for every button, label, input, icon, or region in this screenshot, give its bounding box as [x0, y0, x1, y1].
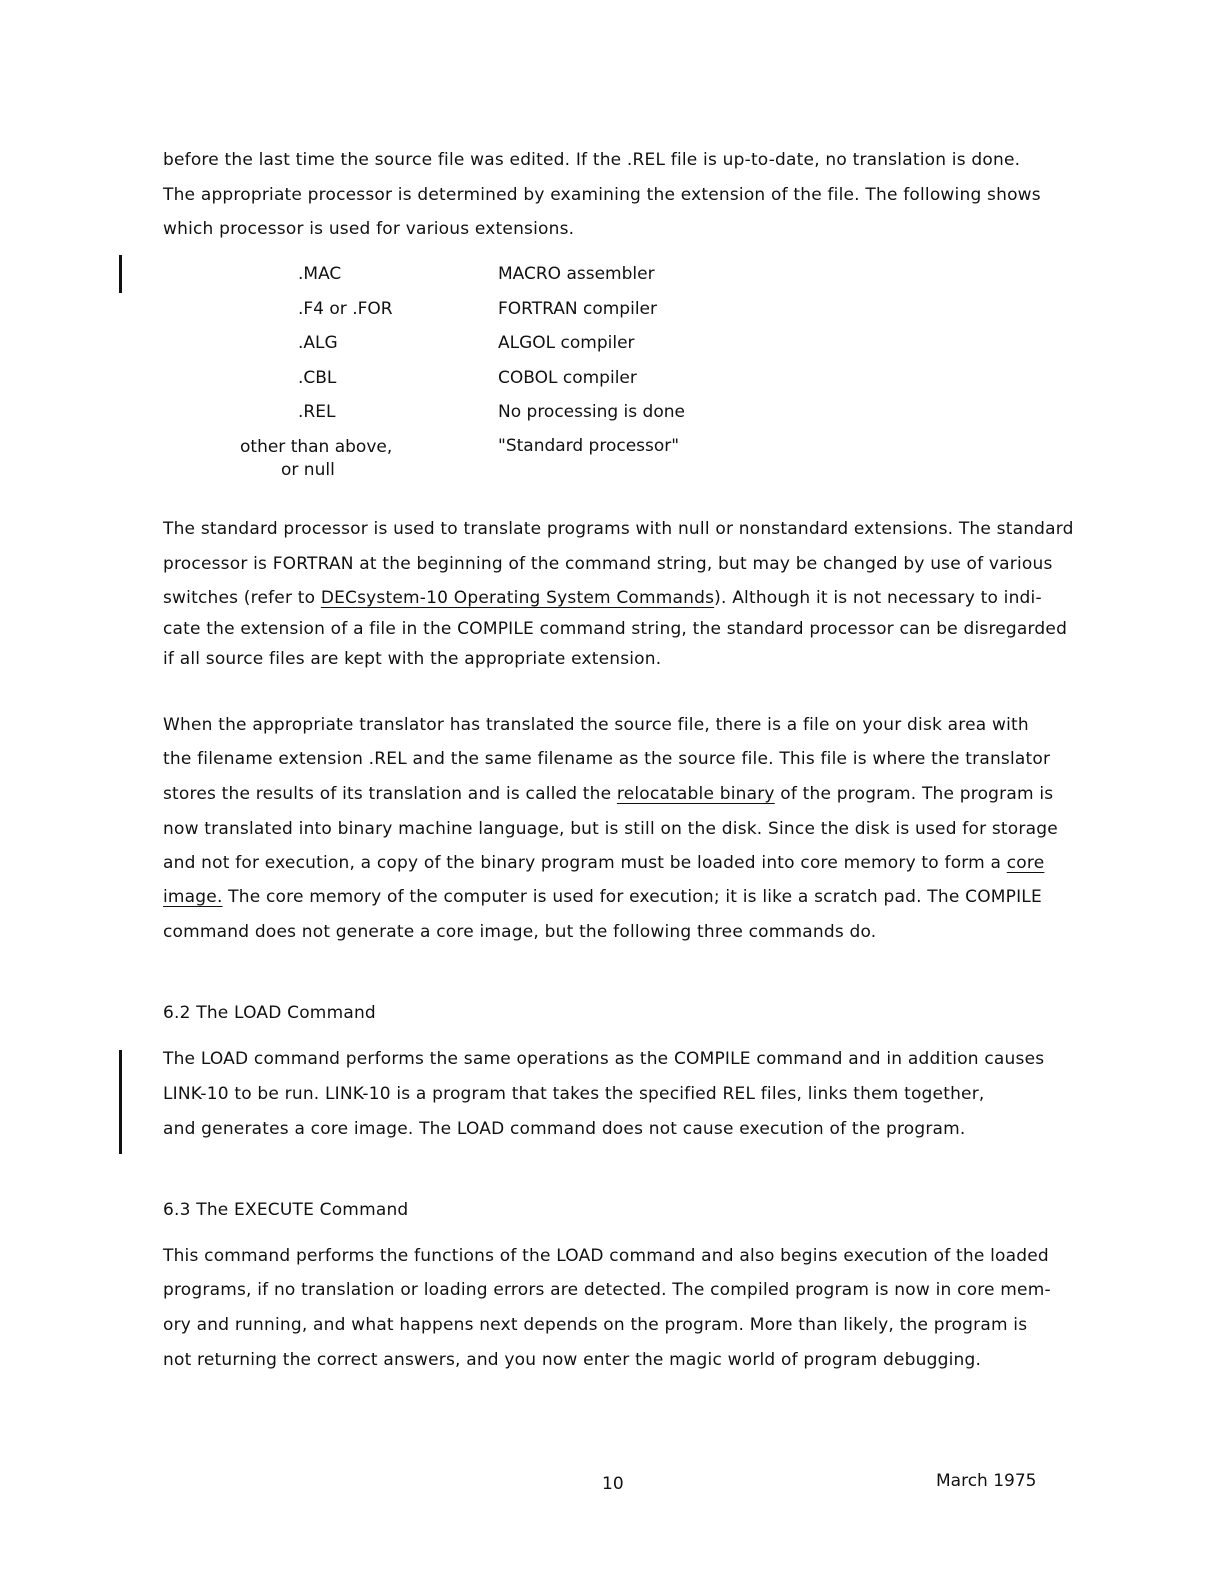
text-line: ory and running, and what happens next depends on the program. More than likely, the program is — [163, 1315, 1028, 1335]
processor-cell: No processing is done — [498, 402, 685, 422]
text: of the program. The program is — [774, 784, 1054, 804]
text-line: and generates a core image. The LOAD command does not cause execution of the program. — [163, 1119, 966, 1139]
text-line: LINK-10 to be run. LINK-10 is a program that takes the specified REL files, links them together, — [163, 1084, 985, 1104]
term-core: core — [1006, 853, 1045, 873]
change-bar — [119, 1050, 122, 1154]
text-line: The LOAD command performs the same operations as the COMPILE command and in addition causes — [163, 1049, 1045, 1069]
processor-cell: "Standard processor" — [498, 436, 680, 456]
term-image: image. — [163, 887, 223, 907]
text-line: programs, if no translation or loading errors are detected. The compiled program is now in core mem- — [163, 1280, 1051, 1300]
section-heading: 6.3 The EXECUTE Command — [163, 1200, 409, 1220]
text-line: command does not generate a core image, but the following three commands do. — [163, 922, 877, 942]
text: The core memory of the computer is used for execution; it is like a scratch pad. The COMPILE — [222, 887, 1042, 907]
manual-reference: DECsystem-10 Operating System Commands — [320, 588, 715, 608]
term-relocatable-binary: relocatable binary — [616, 784, 775, 804]
text-line: When the appropriate translator has translated the source file, there is a file on your disk area with — [163, 715, 1029, 735]
extension-cell: or null — [281, 460, 335, 480]
text-line: not returning the correct answers, and you now enter the magic world of program debugging. — [163, 1350, 982, 1370]
text-line: if all source files are kept with the appropriate extension. — [163, 649, 662, 669]
extension-cell: .MAC — [298, 264, 342, 284]
section-heading: 6.2 The LOAD Command — [163, 1003, 376, 1023]
processor-cell: FORTRAN compiler — [498, 299, 657, 319]
text-line — [163, 887, 1042, 907]
processor-cell: ALGOL compiler — [498, 333, 635, 353]
extension-cell: .REL — [298, 402, 336, 422]
text-line — [163, 853, 1044, 873]
extension-cell: other than above, — [240, 437, 393, 457]
text-line: cate the extension of a file in the COMPILE command string, the standard processor can be disregarded — [163, 619, 1068, 639]
text-line: The appropriate processor is determined by examining the extension of the file. The following shows — [163, 185, 1041, 205]
text-line: processor is FORTRAN at the beginning of the command string, but may be changed by use of various — [163, 554, 1053, 574]
change-bar — [119, 255, 122, 293]
text-line: before the last time the source file was edited. If the .REL file is up-to-date, no translation is done. — [163, 150, 1021, 170]
text-line — [163, 588, 1042, 608]
footer-date: March 1975 — [936, 1471, 1037, 1491]
text-line: now translated into binary machine language, but is still on the disk. Since the disk is used for storage — [163, 819, 1058, 839]
text: stores the results of its translation and is called the — [163, 784, 617, 804]
text-line: The standard processor is used to translate programs with null or nonstandard extensions. The standard — [163, 519, 1074, 539]
text-line: This command performs the functions of the LOAD command and also begins execution of the loaded — [163, 1246, 1049, 1266]
extension-cell: .CBL — [298, 368, 337, 388]
text: ). Although it is not necessary to indi- — [714, 588, 1042, 608]
text: switches (refer to — [163, 588, 321, 608]
text-line — [163, 784, 1053, 804]
text-line: which processor is used for various extensions. — [163, 219, 575, 239]
text-line: the filename extension .REL and the same filename as the source file. This file is where the translator — [163, 749, 1051, 769]
page-number: 10 — [602, 1474, 624, 1494]
extension-cell: .ALG — [298, 333, 338, 353]
text: and not for execution, a copy of the binary program must be loaded into core memory to form a — [163, 853, 1007, 873]
extension-cell: .F4 or .FOR — [298, 299, 393, 319]
processor-cell: COBOL compiler — [498, 368, 637, 388]
processor-cell: MACRO assembler — [498, 264, 655, 284]
